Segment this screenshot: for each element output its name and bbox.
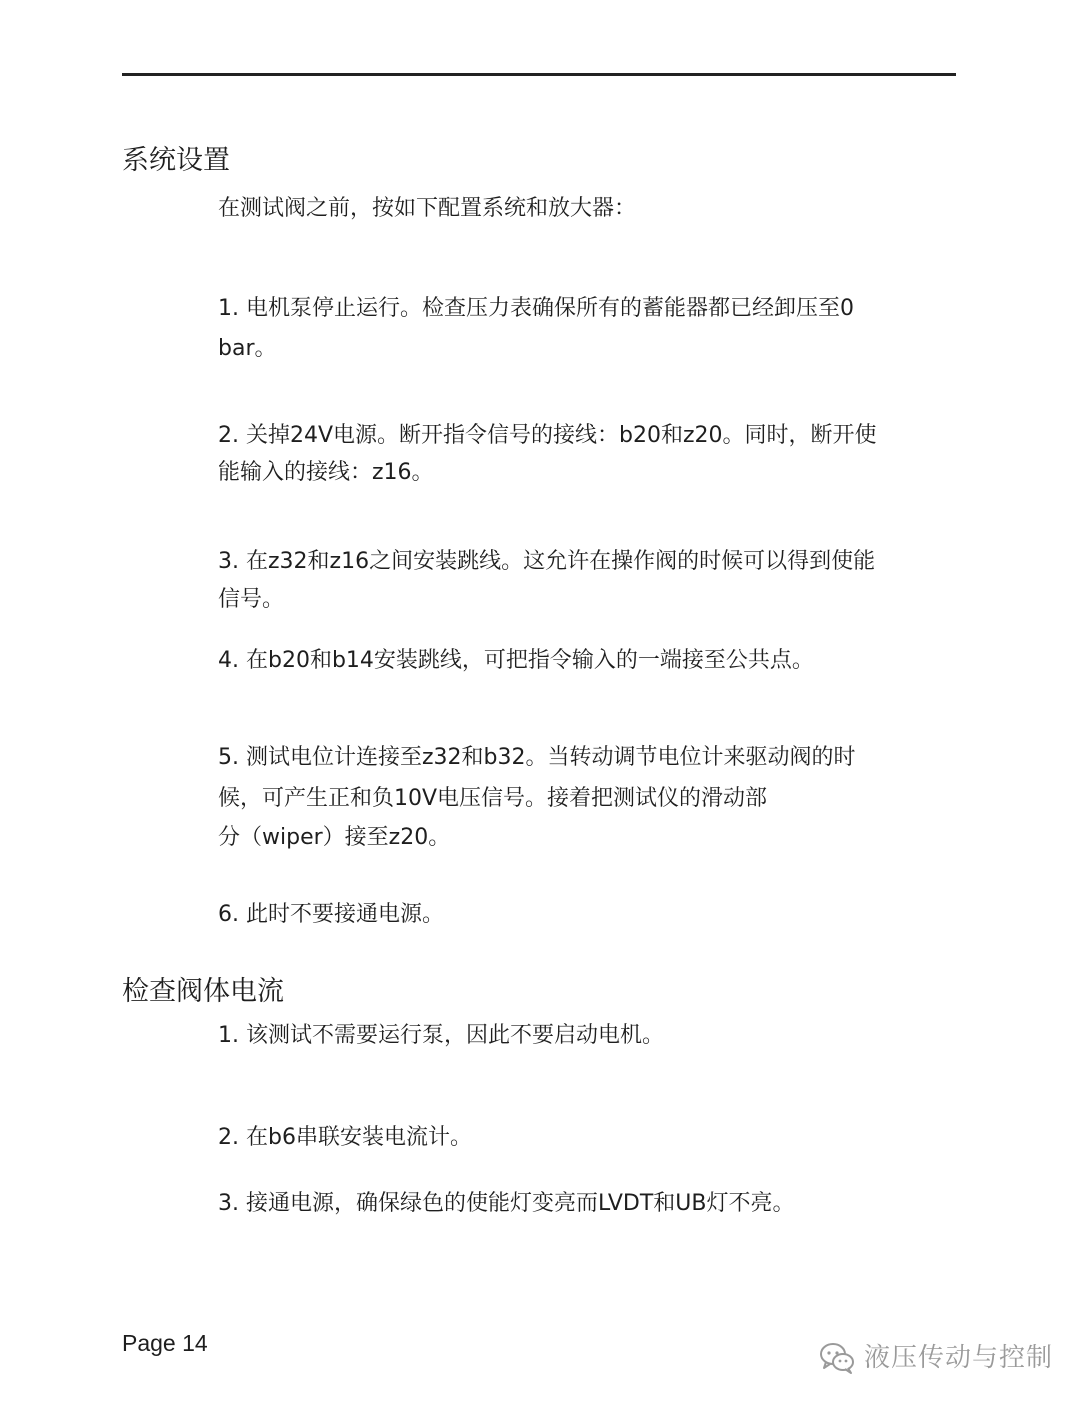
step-1-line-2: bar。 xyxy=(218,336,277,361)
step-3-line-1: 3. 在z32和z16之间安装跳线。这允许在操作阀的时候可以得到使能 xyxy=(218,549,876,574)
step-6-line-1: 6. 此时不要接通电源。 xyxy=(218,902,444,927)
check-step-2: 2. 在b6串联安装电流计。 xyxy=(218,1125,472,1150)
section-intro: 在测试阀之前，按如下配置系统和放大器： xyxy=(218,196,637,221)
step-2-line-2: 能输入的接线：z16。 xyxy=(218,460,434,485)
step-1-line-1: 1. 电机泵停止运行。检查压力表确保所有的蓄能器都已经卸压至0 xyxy=(218,296,854,321)
check-step-3: 3. 接通电源，确保绿色的使能灯变亮而LVDT和UB灯不亮。 xyxy=(218,1191,795,1216)
step-5-line-2: 候，可产生正和负10V电压信号。接着把测试仪的滑动部 xyxy=(218,786,768,811)
header-rule xyxy=(122,73,956,76)
watermark-text: 液压传动与控制 xyxy=(864,1343,1054,1373)
section-heading-system-setup: 系统设置 xyxy=(122,145,230,176)
check-step-1: 1. 该测试不需要运行泵，因此不要启动电机。 xyxy=(218,1023,664,1048)
wechat-icon xyxy=(818,1341,856,1375)
step-5-line-3: 分（wiper）接至z20。 xyxy=(218,825,451,850)
step-2-line-1: 2. 关掉24V电源。断开指令信号的接线：b20和z20。同时，断开使 xyxy=(218,423,877,448)
watermark xyxy=(818,1336,1053,1380)
step-5-line-1: 5. 测试电位计连接至z32和b32。当转动调节电位计来驱动阀的时 xyxy=(218,745,856,770)
step-3-line-2: 信号。 xyxy=(218,587,285,612)
step-4-line-1: 4. 在b20和b14安装跳线，可把指令输入的一端接至公共点。 xyxy=(218,648,814,673)
section-heading-check-current: 检查阀体电流 xyxy=(122,976,284,1007)
page-number: Page 14 xyxy=(122,1330,208,1356)
